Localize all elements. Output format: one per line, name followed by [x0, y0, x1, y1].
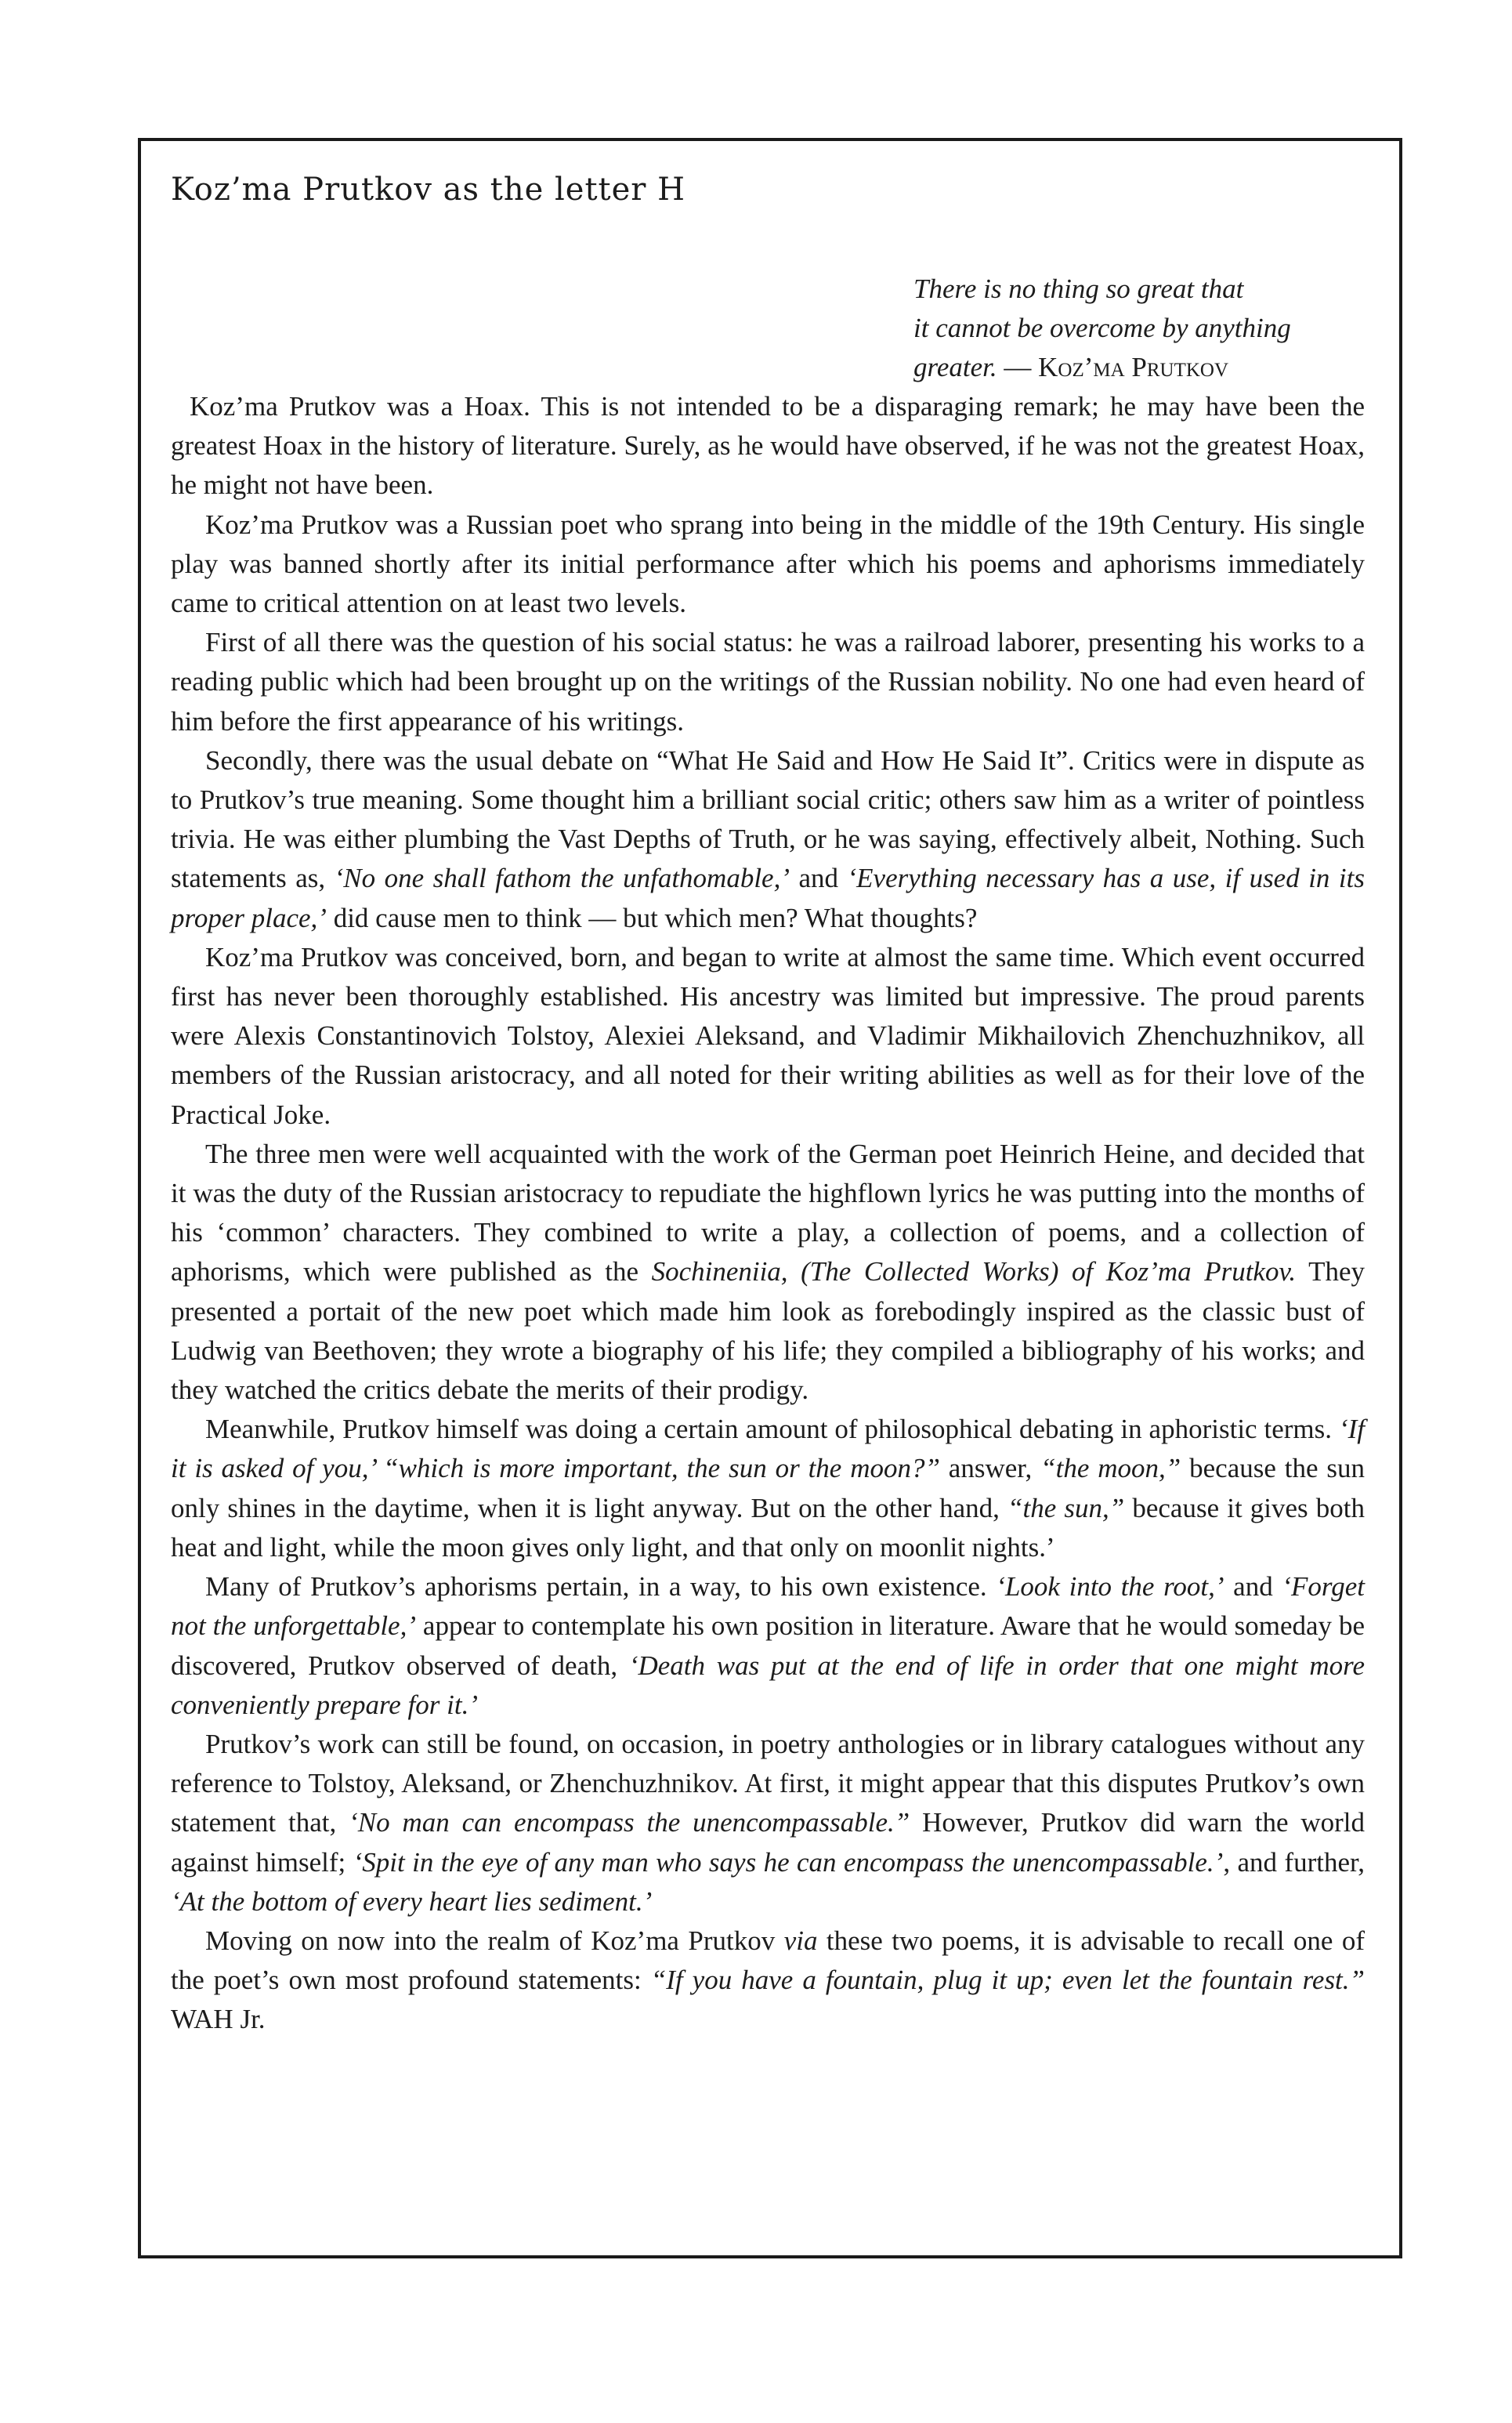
italic-quote: “the sun,”	[1007, 1492, 1125, 1523]
text-run: because it gives both heat and light, while the moon gives only light, and that only on moonlit nights.’	[171, 1492, 1366, 1563]
paragraph	[171, 1921, 1365, 2040]
italic-quote: ‘No one shall fathom the unfathomable,’	[334, 863, 790, 894]
text-run: WAH Jr.	[171, 2004, 266, 2035]
text-run: and	[1224, 1571, 1282, 1603]
paragraph	[171, 1567, 1365, 1725]
epigraph-line: There is no thing so great that	[913, 273, 1244, 304]
text-run: Meanwhile, Prutkov himself was doing a certain amount of philosophical debating in aphoristic terms.	[205, 1414, 1339, 1445]
paragraph	[171, 1135, 1365, 1410]
text-run: Secondly, there was the usual debate on “What He Said and How He Said It”. Critics were in dispute as to Prutkov’s true meaning. Some thought him a brilliant social critic; others saw him as a writer of pointless trivia. He was either plumbing the Vast Depths of Truth, or he was saying, effectively albeit, Nothing. Such statements as,	[171, 744, 1365, 894]
paragraph	[171, 505, 1365, 624]
italic-quote: ‘Everything necessary has a use, if used in its proper place,’	[171, 863, 1365, 933]
italic-quote: ‘Forget not the unforgettable,’	[171, 1571, 1365, 1642]
epigraph-attribution: — Koz’ma Prutkov	[1004, 352, 1229, 382]
text-run: , and further,	[1223, 1846, 1365, 1878]
paragraph	[171, 938, 1365, 1135]
epigraph	[913, 270, 1365, 387]
italic-quote: ‘Death was put at the end of life in order that one might more conveniently prepare for it.’	[171, 1650, 1365, 1720]
italic-quote: “If you have a fountain, plug it up; even let the fountain rest.”	[650, 1965, 1365, 1996]
paragraph	[171, 387, 1365, 505]
italic-quote: ‘If it is asked of you,’ “which is more important, the sun or the moon?”	[171, 1414, 1365, 1484]
text-run: However, Prutkov did warn the world against himself;	[171, 1807, 1366, 1878]
paragraph	[171, 741, 1365, 938]
text-run: and	[790, 863, 848, 894]
italic-quote: ‘Look into the root,’	[996, 1571, 1224, 1603]
article-body	[171, 387, 1365, 2040]
text-run: answer,	[939, 1453, 1041, 1484]
text-run: Many of Prutkov’s aphorisms pertain, in a way, to his own existence.	[205, 1571, 997, 1603]
text-run: Koz’ma Prutkov was a Hoax. This is not intended to be a disparaging remark; he may have been the greatest Hoax in the history of literature. Surely, as he would have observed, if he was not the greatest Hoax, he might not have been.	[171, 391, 1365, 501]
italic-quote: Sochineniia, (The Collected Works) of Koz’ma Prutkov.	[651, 1256, 1297, 1288]
epigraph-line: it cannot be overcome by anything	[913, 313, 1291, 343]
text-run: Koz’ma Prutkov was conceived, born, and began to write at almost the same time. Which event occurred first has never been thoroughly established. His ancestry was limited but impressive. The proud parents were Alexis Constantinovich Tolstoy, Alexiei Aleksand, and Vladimir Mikhailovich Zhenchuzhnikov, all members of the Russian aristocracy, and all noted for their writing abilities as well as for their love of the Practical Joke.	[171, 941, 1365, 1130]
italic-quote: “the moon,”	[1040, 1453, 1181, 1484]
text-run: Moving on now into the realm of Koz’ma Prutkov	[205, 1925, 784, 1956]
text-run: Prutkov’s work can still be found, on occasion, in poetry anthologies or in library catalogues without any reference to Tolstoy, Aleksand, or Zhenchuzhnikov. At first, it might appear that this disputes Prutkov’s own statement that,	[171, 1728, 1365, 1838]
italic-quote: ‘At the bottom of every heart lies sediment.’	[171, 1885, 653, 1917]
paragraph	[171, 1410, 1365, 1567]
italic-quote: ‘Spit in the eye of any man who says he can encompass the unencompassable.’	[353, 1846, 1224, 1878]
article-box	[138, 138, 1402, 2258]
italic-quote: ‘No man can encompass the unencompassable.”	[349, 1807, 910, 1838]
text-run: The three men were well acquainted with the work of the German poet Heinrich Heine, and decided that it was the duty of the Russian aristocracy to repudiate the highflown lyrics he was putting into the months of his ‘common’ characters. They combined to write a play, a collection of poems, and a collection of aphorisms, which were published as the	[171, 1138, 1365, 1288]
text-run: because the sun only shines in the daytime, when it is light anyway. But on the other hand,	[171, 1453, 1365, 1523]
article-title: Koz’ma Prutkov as the letter H	[171, 172, 685, 208]
text-run: Koz’ma Prutkov was a Russian poet who sprang into being in the middle of the 19th Century. His single play was banned shortly after its initial performance after which his poems and aphorisms immediately came to critical attention on at least two levels.	[171, 509, 1365, 619]
paragraph	[171, 1725, 1365, 1921]
text-run: They presented a portait of the new poet which made him look as forebodingly inspired as the classic bust of Ludwig van Beethoven; they wrote a biography of his life; they compiled a bibliography of his works; and they watched the critics debate the merits of their prodigy.	[171, 1256, 1365, 1406]
epigraph-last-line	[913, 348, 1365, 387]
text-run: First of all there was the question of his social status: he was a railroad laborer, presenting his works to a reading public which had been brought up on the writings of the Russian nobility. No one had even heard of him before the first appearance of his writings.	[171, 627, 1365, 737]
italic-quote: via	[783, 1925, 818, 1956]
text-run: appear to contemplate his own position in literature. Aware that he would someday be discovered, Prutkov observed of death,	[171, 1610, 1365, 1681]
text-run: did cause men to think — but which men? What thoughts?	[326, 902, 978, 933]
text-run: these two poems, it is advisable to recall one of the poet’s own most profound statements:	[171, 1925, 1365, 1996]
paragraph	[171, 623, 1365, 741]
epigraph-line: greater.	[913, 352, 997, 382]
